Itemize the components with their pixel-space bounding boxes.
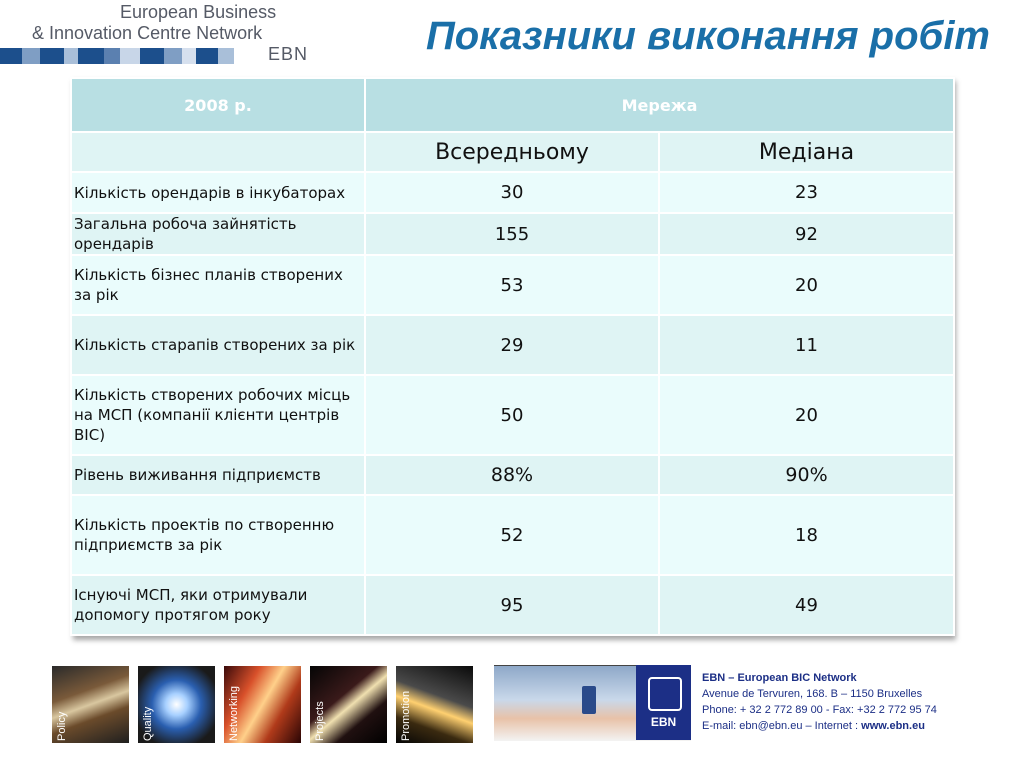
row-median: 23 — [659, 172, 954, 213]
policy-image — [52, 666, 129, 743]
header-year: 2008 р. — [71, 78, 365, 132]
logo-line-2: & Innovation Centre Network — [32, 23, 263, 43]
quality-image — [138, 666, 215, 743]
footer-image-strip — [52, 666, 473, 743]
row-label: Існуючі МСП, яки отримували допомогу протягом року — [71, 575, 365, 635]
row-average: 52 — [365, 495, 659, 575]
row-label: Рівень виживання підприємств — [71, 455, 365, 495]
logo-stripe — [40, 48, 64, 64]
row-label: Кількість орендарів в інкубаторах — [71, 172, 365, 213]
logo-stripe — [64, 48, 78, 64]
row-median: 92 — [659, 213, 954, 255]
row-average: 30 — [365, 172, 659, 213]
performance-table — [70, 77, 953, 636]
contact-address: Avenue de Tervuren, 168. B – 1150 Bruxelles — [702, 688, 923, 700]
logo-stripe — [164, 48, 182, 64]
row-label: Кількість проектів по створенню підприємств за рік — [71, 495, 365, 575]
page-title: Показники виконання робіт — [425, 14, 990, 58]
row-average: 155 — [365, 213, 659, 255]
table-row — [71, 575, 954, 635]
logo-abbr: EBN — [268, 44, 309, 64]
promotion-image — [396, 666, 473, 743]
ebn-box-label: EBN — [650, 715, 677, 729]
contact-email-line — [702, 718, 937, 734]
logo-stripe — [22, 48, 40, 64]
image-caption: Promotion — [400, 690, 412, 741]
table-subheader-row — [71, 132, 954, 172]
networking-image — [224, 666, 301, 743]
table-row — [71, 172, 954, 213]
image-caption: Projects — [314, 701, 326, 741]
header-network: Мережа — [365, 78, 954, 132]
phone-icon — [582, 686, 596, 714]
contact-name: EBN – European BIC Network — [702, 672, 857, 684]
row-label: Кількість старапів створених за рік — [71, 315, 365, 375]
table-row — [71, 375, 954, 455]
row-median: 20 — [659, 255, 954, 315]
logo-line-1: European Business — [120, 2, 277, 22]
image-caption: Quality — [142, 706, 154, 741]
row-average: 50 — [365, 375, 659, 455]
contact-phone: Phone: + 32 2 772 89 00 - Fax: +32 2 772 95 74 — [702, 704, 937, 716]
row-average: 95 — [365, 575, 659, 635]
row-median: 90% — [659, 455, 954, 495]
logo-stripe — [182, 48, 196, 64]
logo-stripe — [104, 48, 120, 64]
contact-block — [702, 670, 937, 734]
logo-stripe — [0, 48, 22, 64]
logo — [0, 0, 320, 70]
row-label: Кількість бізнес планів створених за рік — [71, 255, 365, 315]
table-header-row — [71, 78, 954, 132]
subheader-empty — [71, 132, 365, 172]
subheader-median: Медіана — [659, 132, 954, 172]
table-row — [71, 455, 954, 495]
projects-image — [310, 666, 387, 743]
logo-stripe — [78, 48, 104, 64]
table-row — [71, 255, 954, 315]
row-median: 11 — [659, 315, 954, 375]
logo-stripe — [120, 48, 140, 64]
logo-stripes — [0, 48, 234, 64]
row-average: 53 — [365, 255, 659, 315]
row-median: 20 — [659, 375, 954, 455]
logo-stripe — [218, 48, 234, 64]
ebn-mark-icon — [648, 677, 682, 711]
ebn-logo-box — [636, 665, 691, 740]
table-row — [71, 495, 954, 575]
logo-stripe — [196, 48, 218, 64]
row-average: 88% — [365, 455, 659, 495]
contact-email: E-mail: ebn@ebn.eu – Internet : — [702, 720, 862, 732]
table-row — [71, 213, 954, 255]
table-row — [71, 315, 954, 375]
row-label: Кількість створених робочих місць на МСП (компанії клієнти центрів ВІС) — [71, 375, 365, 455]
image-caption: Networking — [228, 685, 240, 741]
image-caption: Policy — [56, 711, 68, 741]
row-average: 29 — [365, 315, 659, 375]
row-median: 49 — [659, 575, 954, 635]
subheader-average: Всередньому — [365, 132, 659, 172]
website-link[interactable]: www.ebn.eu — [861, 720, 925, 732]
row-label: Загальна робоча зайнятість орендарів — [71, 213, 365, 255]
row-median: 18 — [659, 495, 954, 575]
logo-stripe — [140, 48, 164, 64]
